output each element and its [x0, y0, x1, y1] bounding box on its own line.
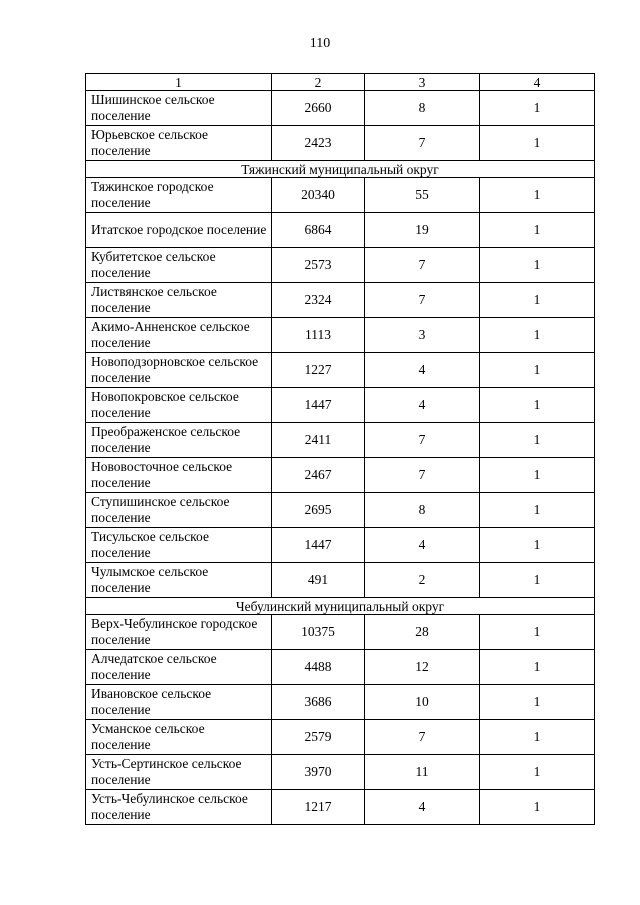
column-2-value-cell: 3970	[272, 755, 365, 790]
column-3-value-cell: 10	[365, 685, 480, 720]
column-3-value-cell: 28	[365, 615, 480, 650]
section-row	[86, 161, 595, 178]
settlement-name-cell: Нововосточное сельское поселение	[86, 458, 272, 493]
table-row	[86, 720, 595, 755]
column-3-value-cell: 3	[365, 318, 480, 353]
column-2-value-cell: 20340	[272, 178, 365, 213]
table-row	[86, 248, 595, 283]
settlement-name-cell: Новоподзорновское сельское поселение	[86, 353, 272, 388]
column-header-row	[86, 74, 595, 91]
column-4-value-cell: 1	[480, 423, 595, 458]
column-4-value-cell: 1	[480, 563, 595, 598]
column-3-value-cell: 2	[365, 563, 480, 598]
table-row	[86, 685, 595, 720]
settlement-name-cell: Тяжинское городское поселение	[86, 178, 272, 213]
column-3-value-cell: 7	[365, 458, 480, 493]
settlement-name-cell: Ивановское сельское поселение	[86, 685, 272, 720]
column-4-value-cell: 1	[480, 720, 595, 755]
column-3-value-cell: 7	[365, 126, 480, 161]
column-2-value-cell: 4488	[272, 650, 365, 685]
column-3-value-cell: 12	[365, 650, 480, 685]
column-3-value-cell: 4	[365, 790, 480, 825]
settlement-name-cell: Акимо-Анненское сельское поселение	[86, 318, 272, 353]
column-4-value-cell: 1	[480, 755, 595, 790]
column-4-value-cell: 1	[480, 353, 595, 388]
column-3-value-cell: 19	[365, 213, 480, 248]
table-row	[86, 283, 595, 318]
column-2-value-cell: 2579	[272, 720, 365, 755]
column-2-value-cell: 2573	[272, 248, 365, 283]
table-row	[86, 388, 595, 423]
table-row	[86, 493, 595, 528]
column-2-value-cell: 2423	[272, 126, 365, 161]
table-row	[86, 790, 595, 825]
column-3-value-cell: 55	[365, 178, 480, 213]
settlement-name-cell: Чулымское сельское поселение	[86, 563, 272, 598]
column-4-value-cell: 1	[480, 528, 595, 563]
table-row	[86, 650, 595, 685]
column-2-value-cell: 2411	[272, 423, 365, 458]
column-3-value-cell: 11	[365, 755, 480, 790]
settlement-name-cell: Тисульское сельское поселение	[86, 528, 272, 563]
column-3-value-cell: 4	[365, 353, 480, 388]
column-4-value-cell: 1	[480, 318, 595, 353]
column-2-value-cell: 1447	[272, 388, 365, 423]
column-2-value-cell: 1447	[272, 528, 365, 563]
column-3-value-cell: 8	[365, 493, 480, 528]
column-3-value-cell: 7	[365, 283, 480, 318]
table-row	[86, 615, 595, 650]
column-2-value-cell: 2695	[272, 493, 365, 528]
column-4-value-cell: 1	[480, 790, 595, 825]
settlement-name-cell: Усть-Сертинское сельское поселение	[86, 755, 272, 790]
column-2-value-cell: 1227	[272, 353, 365, 388]
column-header-1: 1	[86, 74, 272, 91]
section-row	[86, 598, 595, 615]
table-body	[86, 91, 595, 825]
settlement-name-cell: Юрьевское сельское поселение	[86, 126, 272, 161]
section-title: Чебулинский муниципальный округ	[86, 598, 595, 615]
column-2-value-cell: 2660	[272, 91, 365, 126]
table-row	[86, 528, 595, 563]
settlement-name-cell: Преображенское сельское поселение	[86, 423, 272, 458]
column-3-value-cell: 7	[365, 423, 480, 458]
column-header-3: 3	[365, 74, 480, 91]
column-4-value-cell: 1	[480, 388, 595, 423]
table-row	[86, 318, 595, 353]
column-2-value-cell: 2467	[272, 458, 365, 493]
column-2-value-cell: 10375	[272, 615, 365, 650]
column-2-value-cell: 1217	[272, 790, 365, 825]
page-number: 110	[309, 36, 331, 51]
column-4-value-cell: 1	[480, 178, 595, 213]
table-row	[86, 353, 595, 388]
table-row	[86, 755, 595, 790]
column-3-value-cell: 4	[365, 528, 480, 563]
settlement-name-cell: Усманское сельское поселение	[86, 720, 272, 755]
column-4-value-cell: 1	[480, 615, 595, 650]
column-header-2: 2	[272, 74, 365, 91]
column-4-value-cell: 1	[480, 650, 595, 685]
column-3-value-cell: 7	[365, 248, 480, 283]
settlement-name-cell: Итатское городское поселение	[86, 213, 272, 248]
settlement-name-cell: Шишинское сельское поселение	[86, 91, 272, 126]
column-4-value-cell: 1	[480, 283, 595, 318]
column-2-value-cell: 3686	[272, 685, 365, 720]
column-3-value-cell: 8	[365, 91, 480, 126]
settlement-name-cell: Новопокровское сельское поселение	[86, 388, 272, 423]
settlement-name-cell: Верх-Чебулинское городское поселение	[86, 615, 272, 650]
section-title: Тяжинский муниципальный округ	[86, 161, 595, 178]
column-4-value-cell: 1	[480, 213, 595, 248]
column-4-value-cell: 1	[480, 91, 595, 126]
column-4-value-cell: 1	[480, 458, 595, 493]
table-row	[86, 423, 595, 458]
column-2-value-cell: 491	[272, 563, 365, 598]
table-row	[86, 213, 595, 248]
column-4-value-cell: 1	[480, 493, 595, 528]
column-header-4: 4	[480, 74, 595, 91]
column-4-value-cell: 1	[480, 126, 595, 161]
settlement-name-cell: Ступишинское сельское поселение	[86, 493, 272, 528]
settlement-name-cell: Усть-Чебулинское сельское поселение	[86, 790, 272, 825]
column-2-value-cell: 2324	[272, 283, 365, 318]
table-row	[86, 178, 595, 213]
settlement-name-cell: Листвянское сельское поселение	[86, 283, 272, 318]
column-4-value-cell: 1	[480, 685, 595, 720]
column-4-value-cell: 1	[480, 248, 595, 283]
settlement-name-cell: Алчедатское сельское поселение	[86, 650, 272, 685]
table-row	[86, 126, 595, 161]
column-2-value-cell: 6864	[272, 213, 365, 248]
table-row	[86, 91, 595, 126]
settlements-table	[85, 73, 595, 825]
table-row	[86, 458, 595, 493]
column-3-value-cell: 7	[365, 720, 480, 755]
column-2-value-cell: 1113	[272, 318, 365, 353]
column-3-value-cell: 4	[365, 388, 480, 423]
settlement-name-cell: Кубитетское сельское поселение	[86, 248, 272, 283]
table-row	[86, 563, 595, 598]
